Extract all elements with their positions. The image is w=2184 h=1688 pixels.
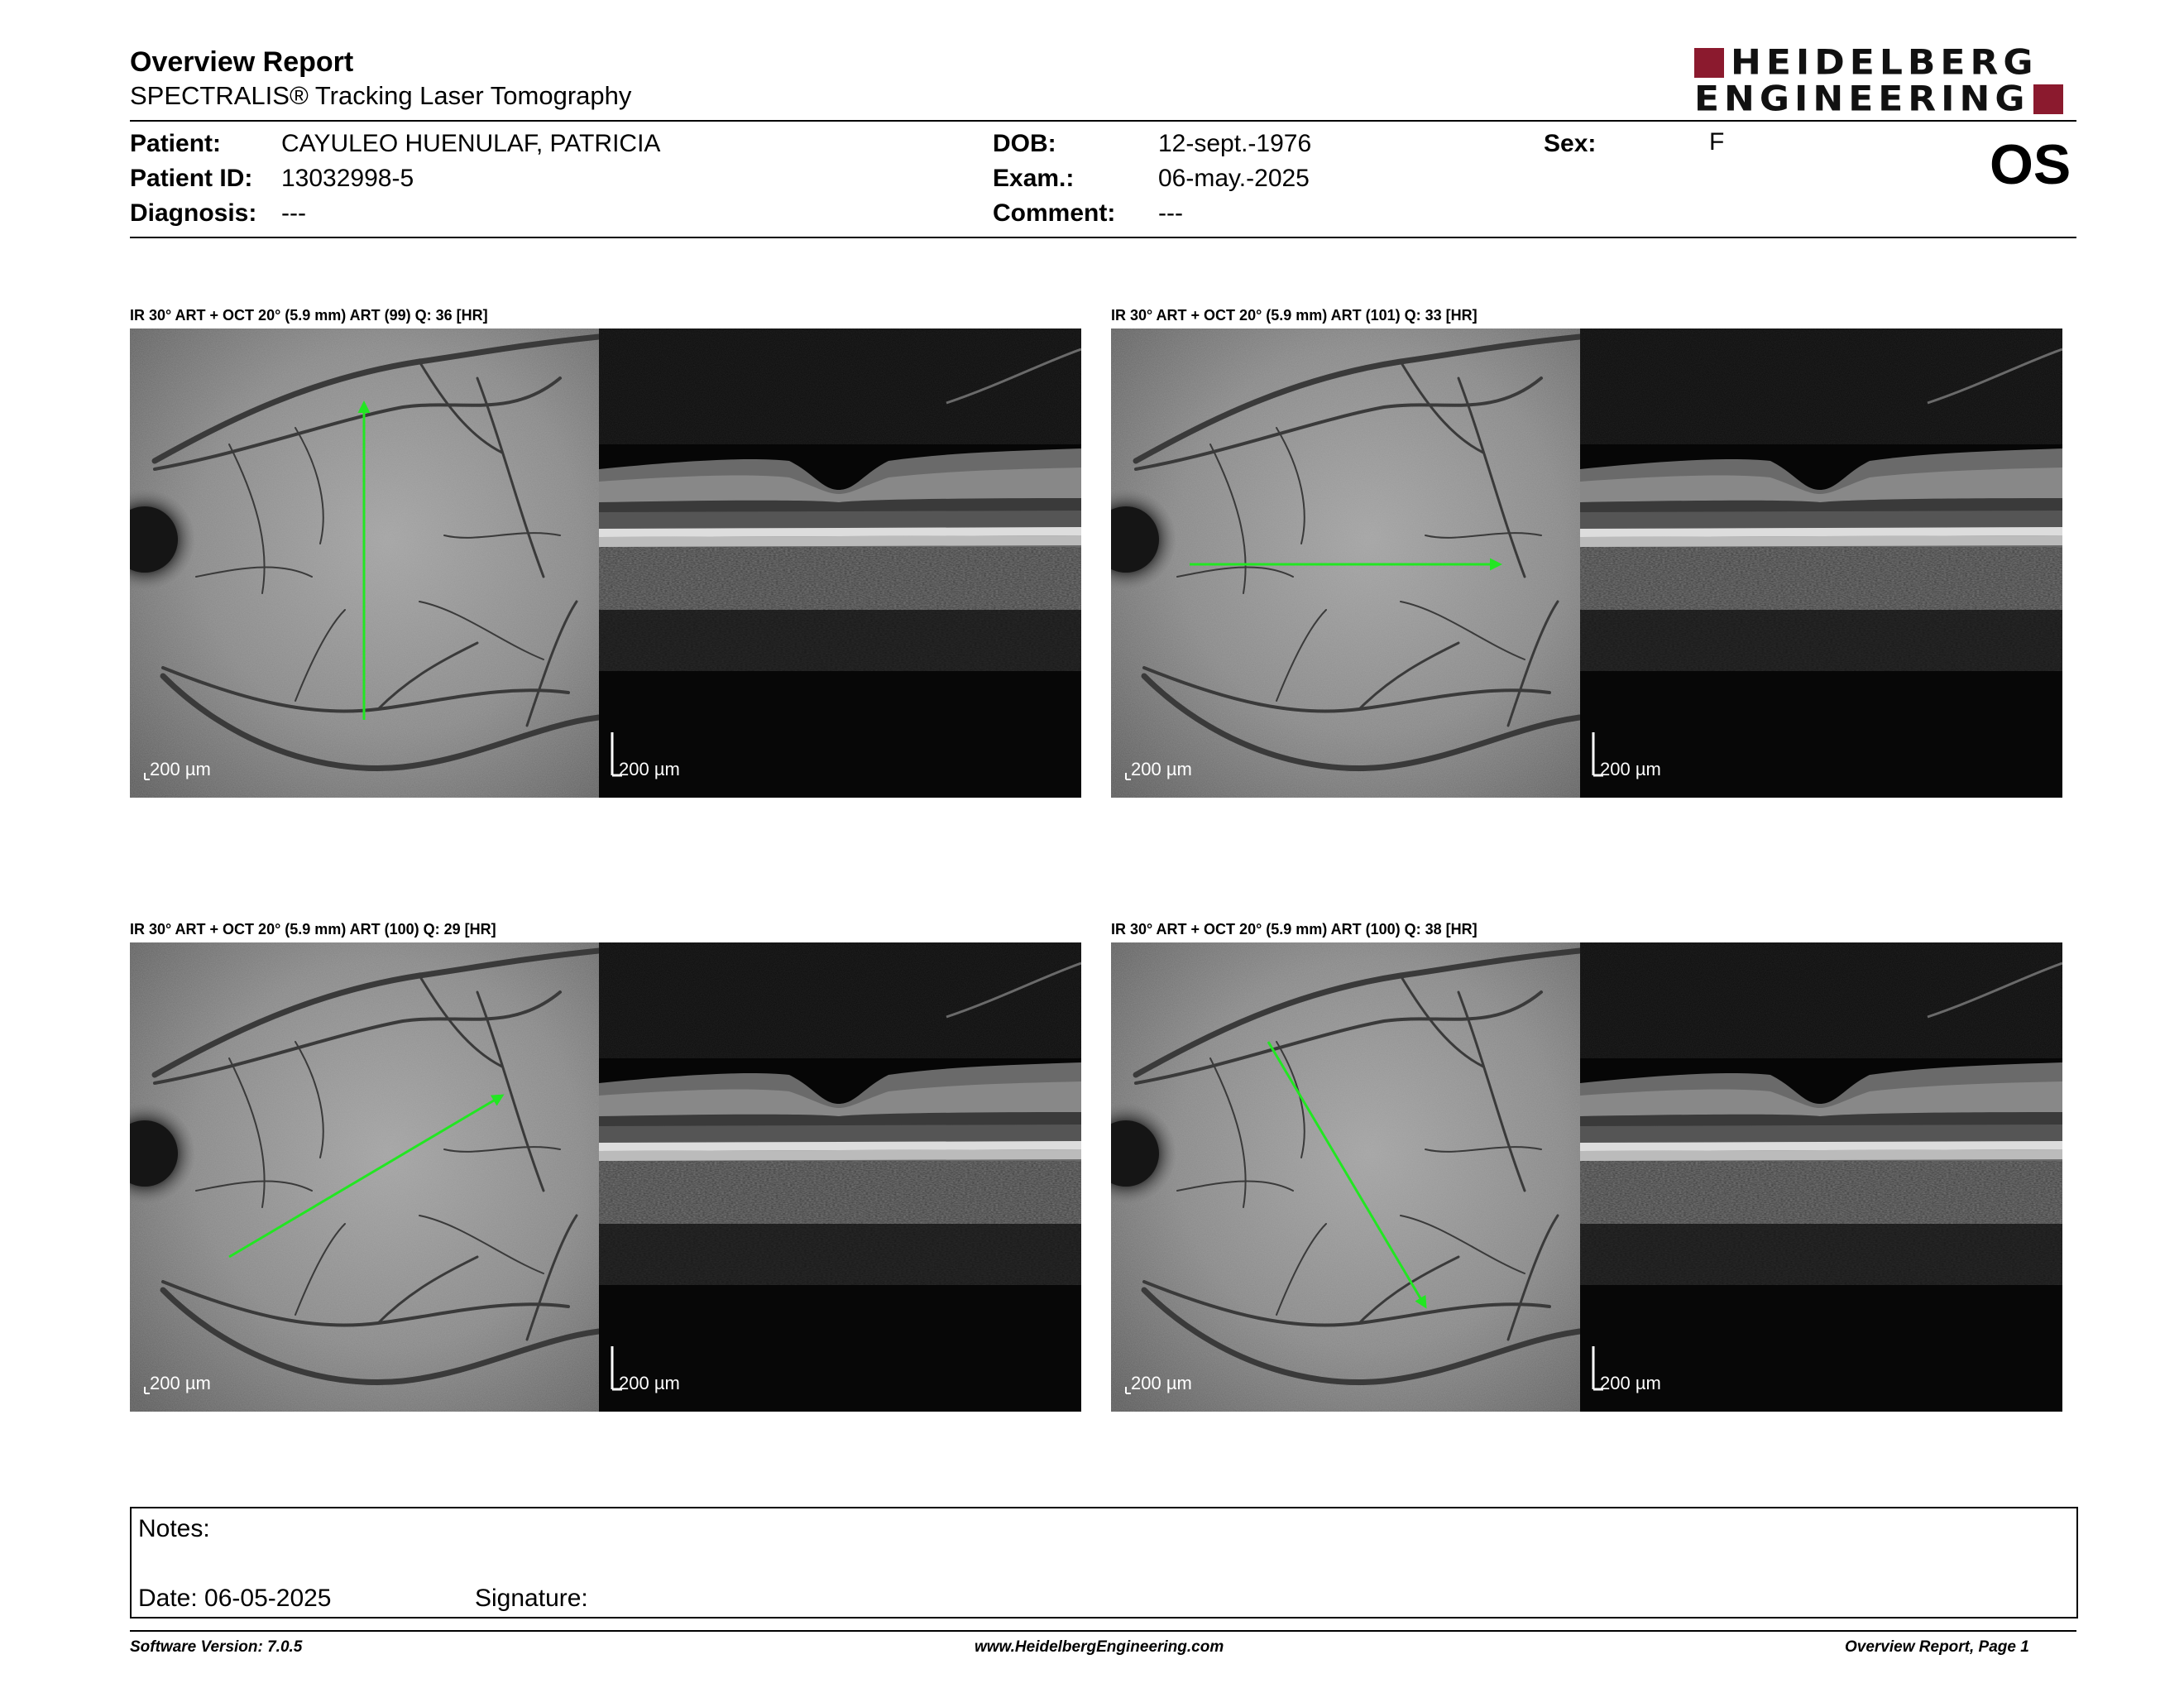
signature-label: Signature:	[475, 1585, 588, 1612]
eye-indicator: OS	[1990, 133, 2071, 196]
dob-value: 12-sept.-1976	[1158, 130, 1312, 157]
sex-label: Sex:	[1544, 130, 1597, 157]
patient-divider	[130, 237, 2076, 238]
panel-caption-4: IR 30° ART + OCT 20° (5.9 mm) ART (100) Q: 38 [HR]	[1111, 921, 1478, 938]
panel-caption-3: IR 30° ART + OCT 20° (5.9 mm) ART (100) Q: 29 [HR]	[130, 921, 496, 938]
exam-label: Exam.:	[993, 165, 1075, 192]
oct-scale-label: 200 µm	[619, 759, 680, 779]
scan-image-pair	[1111, 942, 2062, 1412]
notes-box[interactable]	[130, 1507, 2078, 1618]
report-title: Overview Report	[130, 46, 354, 78]
header-divider	[130, 120, 2076, 122]
fundus-scale-label: 200 µm	[150, 759, 211, 779]
oct-bscan-image[interactable]	[1580, 942, 2062, 1412]
fundus-scale-label: 200 µm	[1131, 759, 1192, 779]
oct-bscan-image[interactable]	[599, 328, 1081, 798]
sex-value: F	[1709, 128, 1725, 156]
patient-id: 13032998-5	[281, 165, 414, 192]
patient-label: Patient:	[130, 130, 222, 157]
software-version: Software Version: 7.0.5	[130, 1638, 303, 1656]
fundus-image[interactable]	[130, 328, 599, 798]
notes-date: Date: 06-05-2025	[138, 1585, 332, 1612]
comment-value: ---	[1158, 199, 1183, 227]
logo-square-icon	[1694, 48, 1724, 78]
logo-line1: HEIDELBERG	[1731, 42, 2038, 83]
oct-scale-label: 200 µm	[1600, 1373, 1661, 1393]
oct-scale-label: 200 µm	[619, 1373, 680, 1393]
scan-image-pair	[1111, 328, 2062, 798]
fundus-image[interactable]	[1111, 942, 1580, 1412]
scan-image-pair	[130, 942, 1081, 1412]
company-logo	[1694, 42, 2076, 119]
logo-line2: ENGINEERING	[1694, 79, 2030, 119]
notes-label: Notes:	[138, 1515, 210, 1542]
fundus-image[interactable]	[130, 942, 599, 1412]
fundus-scale-label: 200 µm	[1131, 1373, 1192, 1393]
comment-label: Comment:	[993, 199, 1116, 227]
scan-image-pair	[130, 328, 1081, 798]
patient-name: CAYULEO HUENULAF, PATRICIA	[281, 130, 661, 157]
oct-bscan-image[interactable]	[599, 942, 1081, 1412]
logo-square-icon	[2033, 84, 2063, 114]
website-link[interactable]: www.HeidelbergEngineering.com	[975, 1638, 1224, 1656]
panel-caption-1: IR 30° ART + OCT 20° (5.9 mm) ART (99) Q: 36 [HR]	[130, 307, 488, 324]
oct-scale-label: 200 µm	[1600, 759, 1661, 779]
page-indicator: Overview Report, Page 1	[1845, 1638, 2029, 1656]
diagnosis-label: Diagnosis:	[130, 199, 257, 227]
fundus-image[interactable]	[1111, 328, 1580, 798]
report-subtitle: SPECTRALIS® Tracking Laser Tomography	[130, 81, 632, 110]
footer-divider	[130, 1630, 2076, 1632]
fundus-scale-label: 200 µm	[150, 1373, 211, 1393]
exam-value: 06-may.-2025	[1158, 165, 1310, 192]
oct-bscan-image[interactable]	[1580, 328, 2062, 798]
dob-label: DOB:	[993, 130, 1056, 157]
panel-caption-2: IR 30° ART + OCT 20° (5.9 mm) ART (101) Q: 33 [HR]	[1111, 307, 1478, 324]
patient-id-label: Patient ID:	[130, 165, 253, 192]
diagnosis-value: ---	[281, 199, 306, 227]
